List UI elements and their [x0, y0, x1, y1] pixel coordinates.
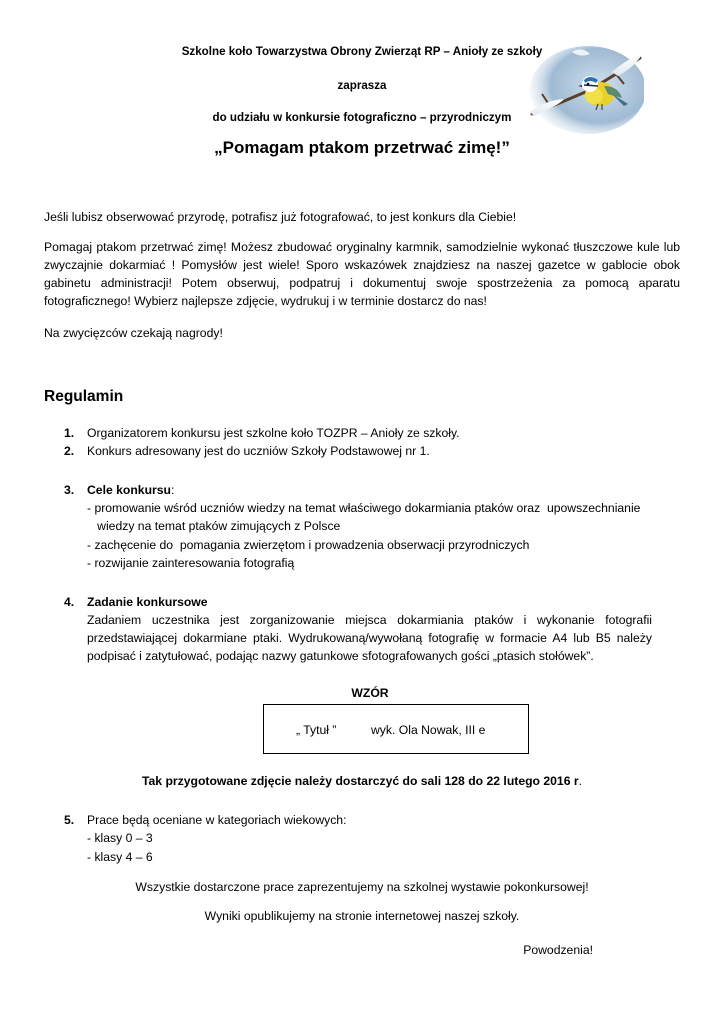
contest-title: „Pomagam ptakom przetrwać zimę!”: [214, 138, 510, 157]
intro-paragraph-2: [44, 238, 680, 310]
task-description: [87, 611, 652, 665]
rules-heading: Regulamin: [44, 388, 124, 405]
rule-categories: Prace będą oceniane w kategoriach wiekowych:: [87, 813, 347, 827]
sample-label: WZÓR: [351, 686, 389, 700]
task-line: podpisać i zatytułować, podając nazwy gatunkowe sfotografowanych gości „ptasich stołówek”.: [87, 649, 594, 663]
results-note: Wyniki opublikujemy na stronie internetowej naszej szkoły.: [204, 909, 520, 923]
rule-number: 3.: [64, 483, 75, 497]
intro-line: zwyczajnie dokarmiać ! Pomysłów jest wiele! Sporo wskazówek znajdziesz na naszej gazetce w gablocie obok: [44, 258, 680, 272]
goal-item: - zachęcenie do pomagania zwierzętom i prowadzenia obserwacji przyrodniczych: [87, 538, 530, 552]
goals-title-colon: :: [171, 483, 175, 497]
goals-title-text: Cele konkursu: [87, 483, 171, 497]
intro-line: fotograficznego! Wybierz najlepsze zdjęcie, wydrukuj i w terminie dostarcz do nas!: [44, 294, 487, 308]
intro-paragraph-1: Jeśli lubisz obserwować przyrodę, potrafisz już fotografować, to jest konkurs dla Ciebie!: [44, 210, 517, 224]
rule-audience: Konkurs adresowany jest do uczniów Szkoły Podstawowej nr 1.: [87, 444, 430, 458]
deadline-text: Tak przygotowane zdjęcie należy dostarczyć do sali 128 do 22 lutego 2016 r: [141, 774, 579, 788]
sample-author: wyk. Ola Nowak, III e: [371, 723, 486, 737]
bird-on-branch-photo: [528, 44, 644, 136]
organizer-line: Szkolne koło Towarzystwa Obrony Zwierząt RP – Anioły ze szkoły: [181, 45, 543, 58]
rule-number: 5.: [64, 813, 75, 827]
goal-item: - rozwijanie zainteresowania fotografią: [87, 556, 295, 570]
rule-number: 1.: [64, 426, 75, 440]
deadline-note: [44, 772, 680, 790]
intro-line: gabinetu administracji! Potem obserwuj, podpatruj i dokumentuj swoje spostrzeżenia za pomocą aparatu: [44, 276, 680, 290]
category-item: - klasy 0 – 3: [87, 831, 153, 845]
participation-text: do udziału w konkursie fotograficzno – przyrodniczym: [212, 111, 512, 124]
good-luck: Powodzenia!: [523, 943, 593, 957]
rule-goals-title: [87, 481, 174, 499]
rule-number: 4.: [64, 595, 75, 609]
task-line: Zadaniem uczestnika jest zorganizowanie miejsca dokarmiania ptaków i wykonanie fotografii: [87, 613, 652, 627]
intro-line: Pomagaj ptakom przetrwać zimę! Możesz zbudować oryginalny karmnik, samodzielnie wykonać tłuszczowe kule lub: [44, 240, 680, 254]
rule-number: 2.: [64, 444, 75, 458]
category-item: - klasy 4 – 6: [87, 850, 153, 864]
exhibition-note: Wszystkie dostarczone prace zaprezentujemy na szkolnej wystawie pokonkursowej!: [135, 880, 589, 894]
task-title: Zadanie konkursowe: [87, 595, 208, 609]
goal-item: - promowanie wśród uczniów wiedzy na temat właściwego dokarmiania ptaków oraz upowszechnianie: [87, 501, 641, 515]
intro-paragraph-3: Na zwycięzców czekają nagrody!: [44, 326, 223, 340]
goal-item: wiedzy na temat ptaków zimujących z Polsce: [87, 519, 341, 533]
rule-organizer: Organizatorem konkursu jest szkolne koło TOZPR – Anioły ze szkoły.: [87, 426, 460, 440]
sample-caption-box: [263, 704, 529, 754]
invites-text: zaprasza: [337, 79, 387, 92]
deadline-period: .: [578, 774, 583, 788]
sample-title: „ Tytuł ”: [296, 723, 337, 737]
task-line: przedstawiającej dokarmiane ptaki. Wydrukowaną/wywołaną fotografię w formacie A4 lub B5 należy: [87, 631, 652, 645]
